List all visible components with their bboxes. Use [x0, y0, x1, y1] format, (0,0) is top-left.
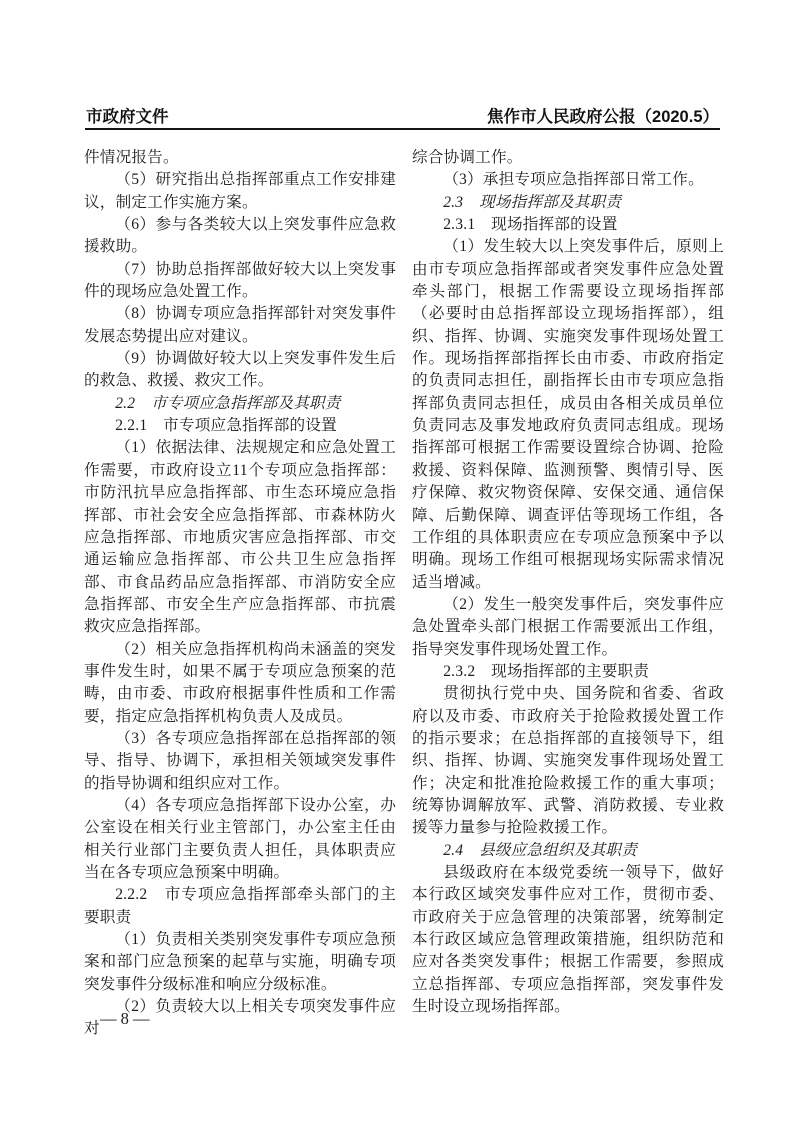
- section-heading-2-4: 2.4 县级应急组织及其职责: [443, 841, 638, 859]
- paragraph: （2）发生一般突发事件后，突发事件应急处置牵头部门根据工作需要派出工作组，指导突发事件现场处置工作。: [412, 595, 724, 658]
- header-gazette-title: 焦作市人民政府公报（2020.5）: [487, 108, 719, 126]
- left-column: [84, 147, 396, 1041]
- section-heading-2-3-2: 2.3.2 现场指挥部的主要职责: [443, 662, 650, 680]
- paragraph-continued: 件情况报告。: [84, 149, 179, 166]
- body-columns: [84, 147, 724, 1041]
- right-column: [412, 147, 724, 1041]
- paragraph: （4）各专项应急指挥部下设办公室，办公室设在相关行业主管部门，办公室主任由相关行业部门主要负责人担任，具体职责应当在各专项应急预案中明确。: [84, 796, 396, 881]
- section-heading-2-3-1: 2.3.1 现场指挥部的设置: [443, 216, 618, 234]
- paragraph: （3）承担专项应急指挥部日常工作。: [443, 171, 704, 189]
- section-heading-2-3: 2.3 现场指挥部及其职责: [443, 193, 622, 211]
- paragraph: （6）参与各类较大以上突发事件应急救援救助。: [84, 216, 396, 256]
- section-heading-2-2-1: 2.2.1 市专项应急指挥部的设置: [115, 417, 337, 435]
- paragraph: （3）各专项应急指挥部在总指挥部的领导、指导、协调下，承担相关领域突发事件的指导协调和组织应对工作。: [84, 729, 396, 792]
- page-header: [86, 103, 719, 127]
- paragraph: （9）协调做好较大以上突发事件发生后的救急、救援、救灾工作。: [84, 350, 396, 390]
- section-heading-2-2: 2.2 市专项应急指挥部及其职责: [115, 394, 341, 412]
- page-number-label: — 8 —: [100, 1009, 150, 1028]
- paragraph: 贯彻执行党中央、国务院和省委、省政府以及市委、市政府关于抢险救援处置工作的指示要求；在总指挥部的直接领导下，组织、指挥、协调、实施突发事件现场处置工作；决定和批准抢险救援工作的重大事项；统筹协调解放军、武警、消防救援、专业救援等力量参与抢险救援工作。: [412, 685, 724, 837]
- paragraph: 县级政府在本级党委统一领导下，做好本行政区域突发事件应对工作，贯彻市委、市政府关于应急管理的决策部署，统筹制定本行政区域应急管理政策措施，组织防范和应对各类突发事件；根据工作需要，参照成立总指挥部、专项应急指挥部，突发事件发生时设立现场指挥部。: [412, 864, 724, 1016]
- paragraph: （2）相关应急指挥机构尚未涵盖的突发事件发生时，如果不属于专项应急预案的范畴，由市委、市政府根据事件性质和工作需要，指定应急指挥机构负责人及成员。: [84, 640, 396, 725]
- paragraph: （1）依据法律、法规规定和应急处置工作需要，市政府设立11个专项应急指挥部：市防汛抗旱应急指挥部、市生态环境应急指挥部、市社会安全应急指挥部、市森林防火应急指挥部、市地质灾害应急指挥部、市交通运输应急指挥部、市公共卫生应急指挥部、市食品药品应急指挥部、市消防安全应急指挥部、市安全生产应急指挥部、市抗震救灾应急指挥部。: [84, 439, 396, 636]
- paragraph: （8）协调专项应急指挥部针对突发事件发展态势提出应对建议。: [84, 305, 396, 345]
- paragraph: （1）负责相关类别突发事件专项应急预案和部门应急预案的起草与实施，明确专项突发事件分级标准和响应分级标准。: [84, 931, 396, 993]
- paragraph: （2）负责较大以上相关专项突发事件应对: [84, 998, 396, 1038]
- paragraph: （1）发生较大以上突发事件后，原则上由市专项应急指挥部或者突发事件应急处置牵头部门，根据工作需要设立现场指挥部（必要时由总指挥部设立现场指挥部），组织、指挥、协调、实施突发事件现场处置工作。现场指挥部指挥长由市委、市政府指定的负责同志担任，副指挥长由市专项应急指挥部负责同志担任，成员由各相关成员单位负责同志及事发地政府负责同志组成。现场指挥部可根据工作需要设置综合协调、抢险救援、资料保障、监测预警、舆情引导、医疗保障、救灾物资保障、安保交通、通信保障、后勤保障、调查评估等现场工作组，各工作组的具体职责应在专项应急预案中予以明确。现场工作组可根据现场实际需求情况适当增减。: [412, 238, 724, 591]
- section-heading-2-2-2: 2.2.2 市专项应急指挥部牵头部门的主要职责: [84, 886, 396, 926]
- paragraph: （7）协助总指挥部做好较大以上突发事件的现场应急处置工作。: [84, 260, 396, 301]
- header-divider: [85, 128, 720, 130]
- header-section-label: 市政府文件: [86, 108, 169, 126]
- page-number: [100, 1009, 150, 1029]
- paragraph-continued: 综合协调工作。: [412, 149, 523, 166]
- paragraph: （5）研究指出总指挥部重点工作安排建议，制定工作实施方案。: [84, 171, 396, 211]
